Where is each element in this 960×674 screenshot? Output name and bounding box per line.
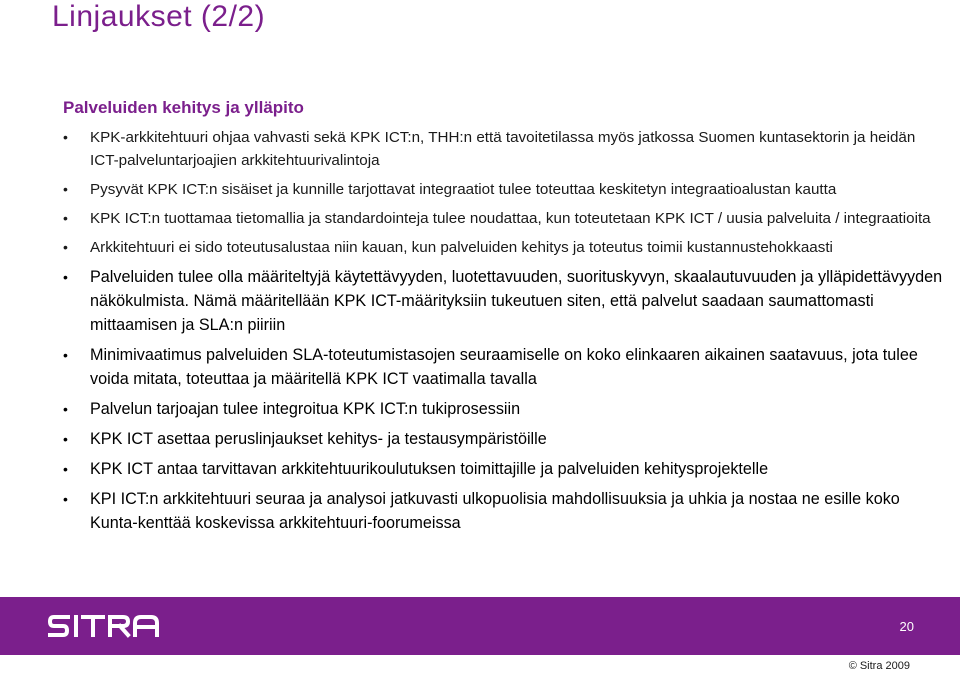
bullet-dot: • — [63, 181, 68, 197]
bullet-item — [63, 487, 943, 535]
bullet-text: Arkkitehtuuri ei sido toteutusalustaa niin kauan, kun palveluiden kehitys ja toteutus toimii kustannustehokkaasti — [90, 239, 833, 256]
bullet-dot: • — [63, 431, 68, 447]
bullet-item — [63, 236, 943, 259]
bullet-text: Minimivaatimus palveluiden SLA-toteutumistasojen seuraamiselle on koko elinkaaren aikainen saatavuus, jota tulee voida mitata, toteuttaa ja määritellä KPK ICT vaatimalla tavalla — [90, 346, 918, 388]
bullet-text: KPK ICT asettaa peruslinjaukset kehitys- ja testausympäristöille — [90, 430, 547, 448]
bullet-dot: • — [63, 129, 68, 145]
bullet-item — [63, 126, 943, 172]
footer-bar — [0, 597, 960, 655]
bullet-text: KPK ICT:n tuottamaa tietomallia ja standardointeja tulee noudattaa, kun toteutetaan KPK ICT / uusia palveluita / integraatioita — [90, 210, 931, 227]
bullet-dot: • — [63, 347, 68, 363]
page-number: 20 — [899, 619, 914, 634]
slide-title: Linjaukset (2/2) — [52, 0, 266, 33]
bullet-dot: • — [63, 401, 68, 417]
bullet-item — [63, 265, 943, 337]
bullet-text: Palvelun tarjoajan tulee integroitua KPK ICT:n tukiprosessiin — [90, 400, 521, 418]
section-heading: Palveluiden kehitys ja ylläpito — [63, 98, 304, 117]
bullet-item — [63, 397, 943, 421]
bullet-item — [63, 427, 943, 451]
bullet-item — [63, 343, 943, 391]
copyright-text: © Sitra 2009 — [848, 660, 910, 672]
bullet-text: Pysyvät KPK ICT:n sisäiset ja kunnille tarjottavat integraatiot tulee toteuttaa keskitetyn integraatioalustan kautta — [90, 181, 837, 198]
bullet-text: KPK ICT antaa tarvittavan arkkitehtuurikoulutuksen toimittajille ja palveluiden kehitysprojektelle — [90, 460, 769, 478]
bullet-dot: • — [63, 491, 68, 507]
sitra-logo — [48, 613, 168, 639]
bullet-dot: • — [63, 269, 68, 285]
bullet-text: KPI ICT:n arkkitehtuuri seuraa ja analysoi jatkuvasti ulkopuolisia mahdollisuuksia ja uhkia ja nostaa ne esille koko Kunta-kenttää koskevissa arkkitehtuuri-foorumeissa — [90, 490, 900, 532]
bullet-item — [63, 207, 943, 230]
bullet-dot: • — [63, 461, 68, 477]
bullet-item — [63, 178, 943, 201]
bullet-list — [63, 126, 943, 541]
bullet-text: KPK-arkkitehtuuri ohjaa vahvasti sekä KPK ICT:n, THH:n että tavoitetilassa myös jatkossa Suomen kuntasektorin ja heidän ICT-palveluntarjoajien arkkitehtuurivalintoja — [90, 129, 916, 169]
bullet-text: Palveluiden tulee olla määriteltyjä käytettävyyden, luotettavuuden, suorituskyvyn, skaalautuvuuden ja ylläpidettävyyden näkökulmista. Nämä määritellään KPK ICT-määrityksiin tukeutuen siten, että palvelut saadaan saumattomasti mittaamisen ja SLA:n piiriin — [90, 268, 943, 334]
bullet-dot: • — [63, 210, 68, 226]
bullet-item — [63, 457, 943, 481]
bullet-dot: • — [63, 239, 68, 255]
